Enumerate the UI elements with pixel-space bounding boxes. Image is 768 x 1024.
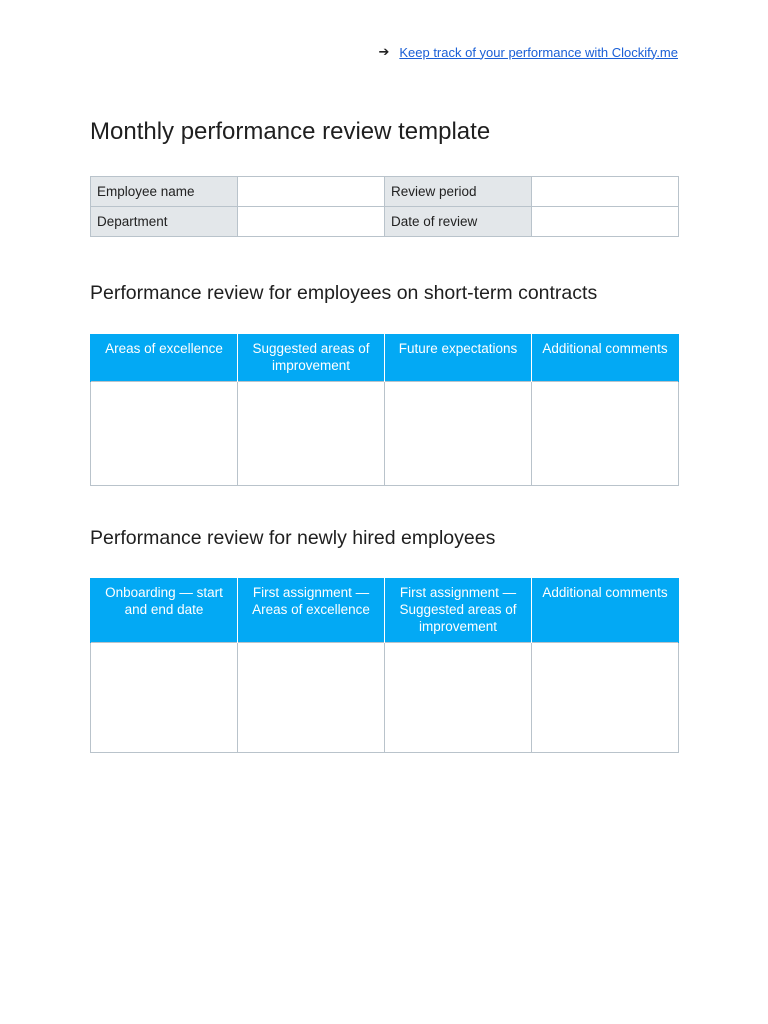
table-row [91, 643, 679, 753]
date-of-review-label: Date of review [385, 207, 532, 237]
column-header: Additional comments [532, 578, 679, 643]
employee-info-table [90, 176, 679, 237]
column-header: First assignment — Areas of excellence [238, 578, 385, 643]
input-cell[interactable] [91, 382, 238, 486]
column-header: Onboarding — start and end date [91, 578, 238, 643]
table-row [91, 207, 679, 237]
column-header: Future expectations [385, 334, 532, 382]
section-heading-new-hires: Performance review for newly hired employees [90, 527, 496, 549]
department-label: Department [91, 207, 238, 237]
section-heading-short-term: Performance review for employees on short-term contracts [90, 282, 598, 304]
arrow-icon: ➔ [378, 44, 390, 59]
top-link-row [378, 44, 678, 60]
column-header: Areas of excellence [91, 334, 238, 382]
department-field[interactable] [238, 207, 385, 237]
review-period-label: Review period [385, 177, 532, 207]
table-header-row [91, 334, 679, 382]
table-row [91, 177, 679, 207]
page-title: Monthly performance review template [90, 118, 491, 145]
column-header: Additional comments [532, 334, 679, 382]
input-cell[interactable] [385, 643, 532, 753]
input-cell[interactable] [385, 382, 532, 486]
input-cell[interactable] [532, 382, 679, 486]
review-period-field[interactable] [532, 177, 679, 207]
column-header: First assignment — Suggested areas of improvement [385, 578, 532, 643]
date-of-review-field[interactable] [532, 207, 679, 237]
input-cell[interactable] [238, 643, 385, 753]
employee-name-label: Employee name [91, 177, 238, 207]
input-cell[interactable] [238, 382, 385, 486]
short-term-review-table [90, 334, 679, 486]
table-header-row [91, 578, 679, 643]
clockify-link[interactable]: Keep track of your performance with Clockify.me [399, 44, 678, 60]
input-cell[interactable] [532, 643, 679, 753]
table-row [91, 382, 679, 486]
new-hire-review-table [90, 578, 679, 753]
input-cell[interactable] [91, 643, 238, 753]
employee-name-field[interactable] [238, 177, 385, 207]
column-header: Suggested areas of improvement [238, 334, 385, 382]
